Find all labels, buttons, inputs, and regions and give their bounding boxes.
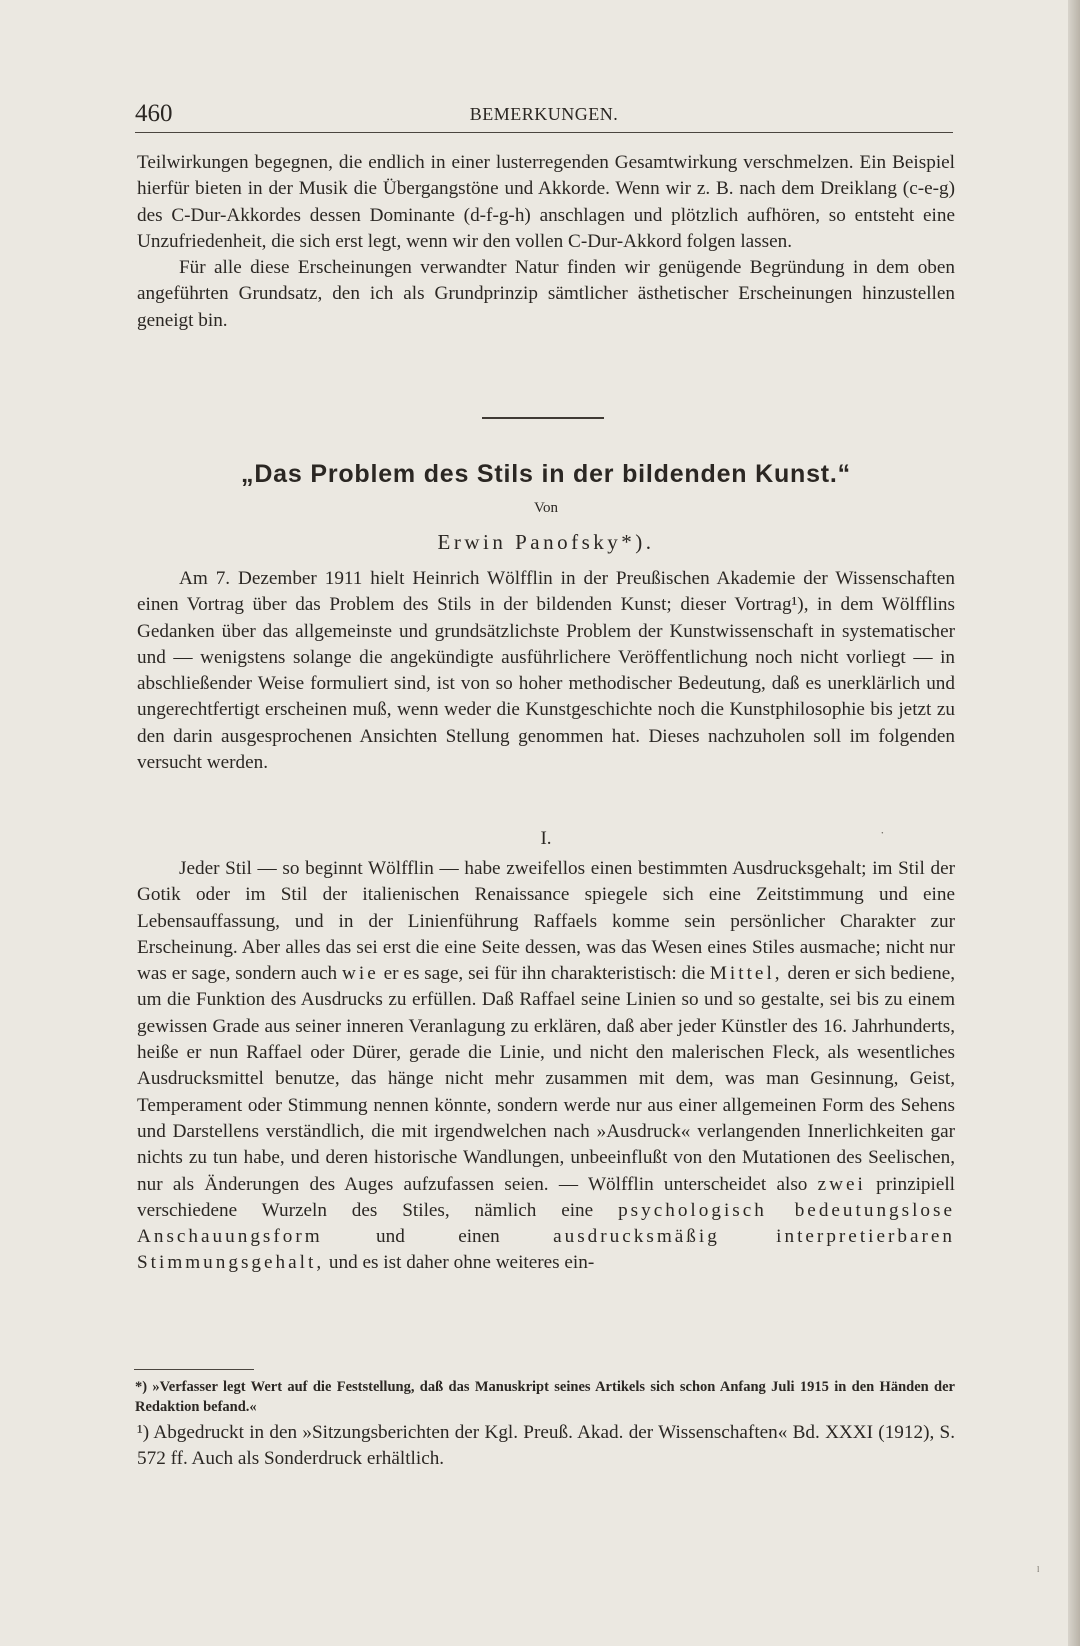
article-author: Erwin Panofsky*). xyxy=(437,530,655,554)
intro-paragraph-2: Für alle diese Erscheinungen verwandter Natur finden wir genügende Begründung in dem oben angeführten Grundsatz, den ich als Grundprinzip sämtlicher ästhetischer Erscheinungen hinzustellen geneigt bin. xyxy=(137,257,955,331)
footnote-1: ¹) Abgedruckt in den »Sitzungsberichten der Kgl. Preuß. Akad. der Wissenschaften« Bd. XXXI (1912), S. 572 ff. Auch als Sonderdruck erhältlich. xyxy=(137,1422,955,1470)
emph-mittel: Mittel, xyxy=(709,963,783,985)
emph-stimmungsgehalt: ausdrucksmäßig interpretierbaren Stimmungsgehalt, xyxy=(137,1226,955,1274)
page-edge-shadow xyxy=(1068,0,1080,1646)
article-title: „Das Problem des Stils in der bildenden Kunst.“ xyxy=(241,460,851,488)
footnote-star: *) »Verfasser legt Wert auf die Feststellung, daß das Manuskript seines Artikels sich schon Anfang Juli 1915 in den Händen der Redaktion befand.« xyxy=(135,1379,955,1415)
body-paragraph xyxy=(137,856,955,1277)
emph-anschauungsform: psychologisch bedeutungslose Anschauungsform xyxy=(137,1199,956,1248)
pencil-mark: ˡ xyxy=(1037,1565,1040,1580)
pencil-mark: ˙ xyxy=(880,830,885,845)
article-body xyxy=(137,856,955,1277)
body-text-4: prinzipiell verschiedene Wurzeln des Stiles, nämlich eine xyxy=(137,1173,956,1221)
article-intro-paragraph: Am 7. Dezember 1911 hielt Heinrich Wölfflin in der Preußischen Akademie der Wissenschaften einen Vortrag über das Problem des Stils in der bildenden Kunst; dieser Vortrag¹), in dem Wölfflins Gedanken über das allgemeinste und grundsätzlichste Problem der Kunstwissenschaft in systematischer und — wenigstens solange die angekündigte ausführlichere Veröffentlichung noch nicht vorliegt — in abschließender Weise formuliert sind, ist von so hoher methodischer Bedeutung, daß es unerklärlich und ungerechtfertigt erscheinen muß, wenn weder die Kunstgeschichte noch die Kunstphilosophie bis jetzt zu den darin ausgesprochenen Ansichten Stellung genommen hat. Dieses nachzuholen soll im folgenden versucht werden. xyxy=(137,568,955,774)
body-text-2: er es sage, sei für ihn charakteristisch: die xyxy=(383,963,705,985)
article-intro xyxy=(137,566,955,776)
body-text-5: und einen xyxy=(376,1226,500,1248)
emph-wie: wie xyxy=(342,963,379,985)
byline-von: Von xyxy=(534,500,558,516)
footnote-rule xyxy=(134,1369,254,1370)
body-text-3: deren er sich bediene, um die Funktion des Ausdrucks zu erfüllen. Daß Raffael seine Linien so und so gestalte, sei bis zu einem gewissen Grade aus seiner inneren Veranlagung zu erklären, daß aber jeder Künstler des 16. Jahrhunderts, heiße er nun Raffael oder Dürer, gerade die Linie, und nicht den malerischen Fleck, als wesentliches Ausdrucksmittel benutze, das hänge nicht mehr zusammen mit dem, was man Gesinnung, Geist, Temperament oder Stimmung nennen könnte, sondern werde nur aus einer allgemeinen Form des Sehens und Darstellens verständlich, die mit irgendwelchen nach »Ausdruck« verlangenden Innerlichkeiten gar nichts zu tun habe, und deren historische Wandlungen, unbeeinflußt von den Mutationen des Seelischen, nur als Änderungen des Auges aufzufassen seien. — Wölfflin unterscheidet also xyxy=(137,963,956,1195)
previous-article-ending xyxy=(137,150,955,334)
intro-paragraph-1: Teilwirkungen begegnen, die endlich in einer lusterregenden Gesamtwirkung verschmelzen. Ein Beispiel hierfür bieten in der Musik die Übergangstöne und Akkorde. Wenn wir z. B. nach dem Dreiklang (c-e-g) des C-Dur-Akkordes dessen Dominante (d-f-g-h) anschlagen und plötzlich aufhören, so entsteht eine Unzufriedenheit, die sich erst legt, wenn wir den vollen C-Dur-Akkord folgen lassen. xyxy=(137,152,955,252)
body-text-1: Jeder Stil — so beginnt Wölfflin — habe zweifellos einen bestimmten Ausdrucksgehalt; im Stil der Gotik oder im Stil der italienischen Renaissance spiegele sich eine Zeitstimmung und eine Lebensauffassung, und in der Linienführung Raffaels komme sein persönlicher Charakter zur Erscheinung. Aber alles das sei erst die eine Seite dessen, was das Wesen eines Stiles ausmache; nicht nur was er sage, sondern auch xyxy=(137,858,955,985)
section-separator xyxy=(482,417,604,419)
section-number: I. xyxy=(540,828,552,849)
page-header xyxy=(135,100,953,133)
emph-zwei: zwei xyxy=(817,1173,866,1195)
running-head: BEMERKUNGEN. xyxy=(469,104,619,124)
page-number: 460 xyxy=(135,100,173,127)
body-text-6: und es ist daher ohne weiteres ein- xyxy=(328,1252,595,1274)
